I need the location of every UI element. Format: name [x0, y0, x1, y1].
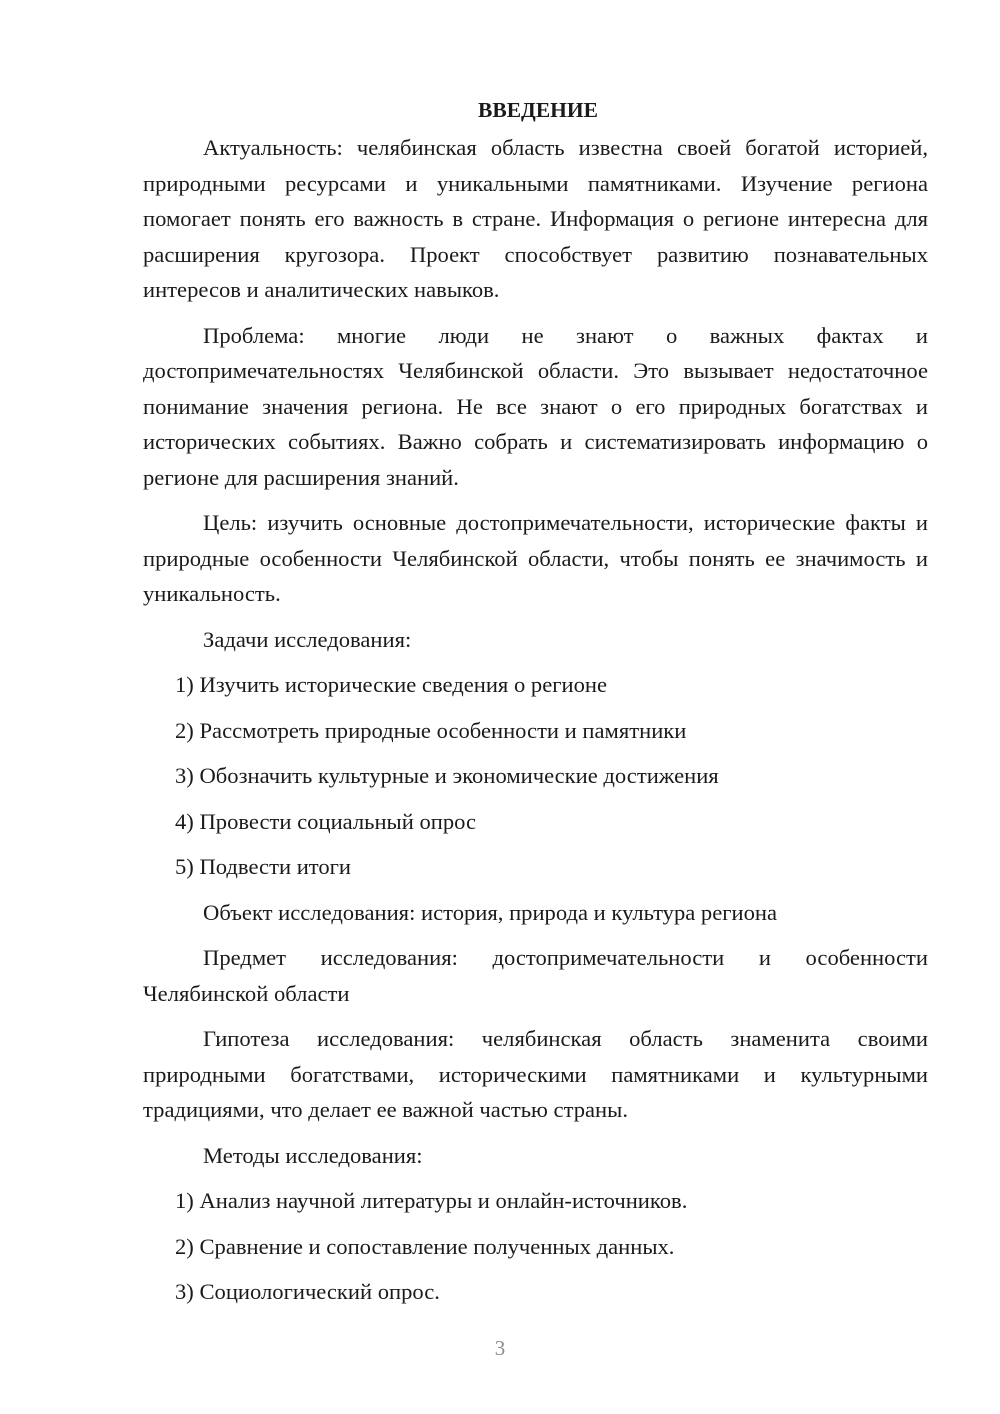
list-item: 3) Обозначить культурные и экономические достижения	[175, 763, 719, 788]
list-item: 5) Подвести итоги	[175, 854, 352, 879]
methods-list	[143, 1183, 928, 1310]
section-heading: ВВЕДЕНИЕ	[478, 98, 598, 122]
list-item: 2) Сравнение и сопоставление полученных данных.	[175, 1233, 675, 1259]
subject-paragraph: Предмет исследования: достопримечательности и особенности Челябинской области	[143, 945, 928, 1006]
methods-title: Методы исследования:	[203, 1142, 423, 1168]
goal-paragraph: Цель: изучить основные достопримечательности, исторические факты и природные особенности Челябинской области, чтобы понять ее значимость и уникальность.	[143, 510, 928, 606]
list-item: 1) Изучить исторические сведения о регионе	[175, 672, 608, 697]
list-item: 1) Анализ научной литературы и онлайн-источников.	[175, 1188, 688, 1213]
problem-paragraph: Проблема: многие люди не знают о важных фактах и достопримечательностях Челябинской области. Это вызывает недостаточное понимание значения региона. Не все знают о его природных богатствах и исторических событиях. Важно собрать и систематизировать информацию о регионе для расширения знаний.	[143, 322, 928, 490]
hypothesis-paragraph: Гипотеза исследования: челябинская область знаменита своими природными богатствами, историческими памятниками и культурными традициями, что делает ее важной частью страны.	[143, 1026, 928, 1122]
tasks-list	[143, 667, 928, 885]
list-item: 2) Рассмотреть природные особенности и памятники	[175, 717, 687, 743]
document-page	[143, 90, 928, 1310]
tasks-title: Задачи исследования:	[203, 626, 412, 652]
page-number: 3	[494, 1336, 506, 1360]
list-item: 4) Провести социальный опрос	[175, 808, 477, 834]
relevance-paragraph: Актуальность: челябинская область известна своей богатой историей, природными ресурсами и уникальными памятниками. Изучение региона помогает понять его важность в стране. Информация о регионе интересна для расширения кругозора. Проект способствует развитию познавательных интересов и аналитических навыков.	[143, 135, 928, 302]
list-item: 3) Социологический опрос.	[175, 1279, 440, 1304]
object-paragraph: Объект исследования: история, природа и культура региона	[203, 899, 778, 925]
